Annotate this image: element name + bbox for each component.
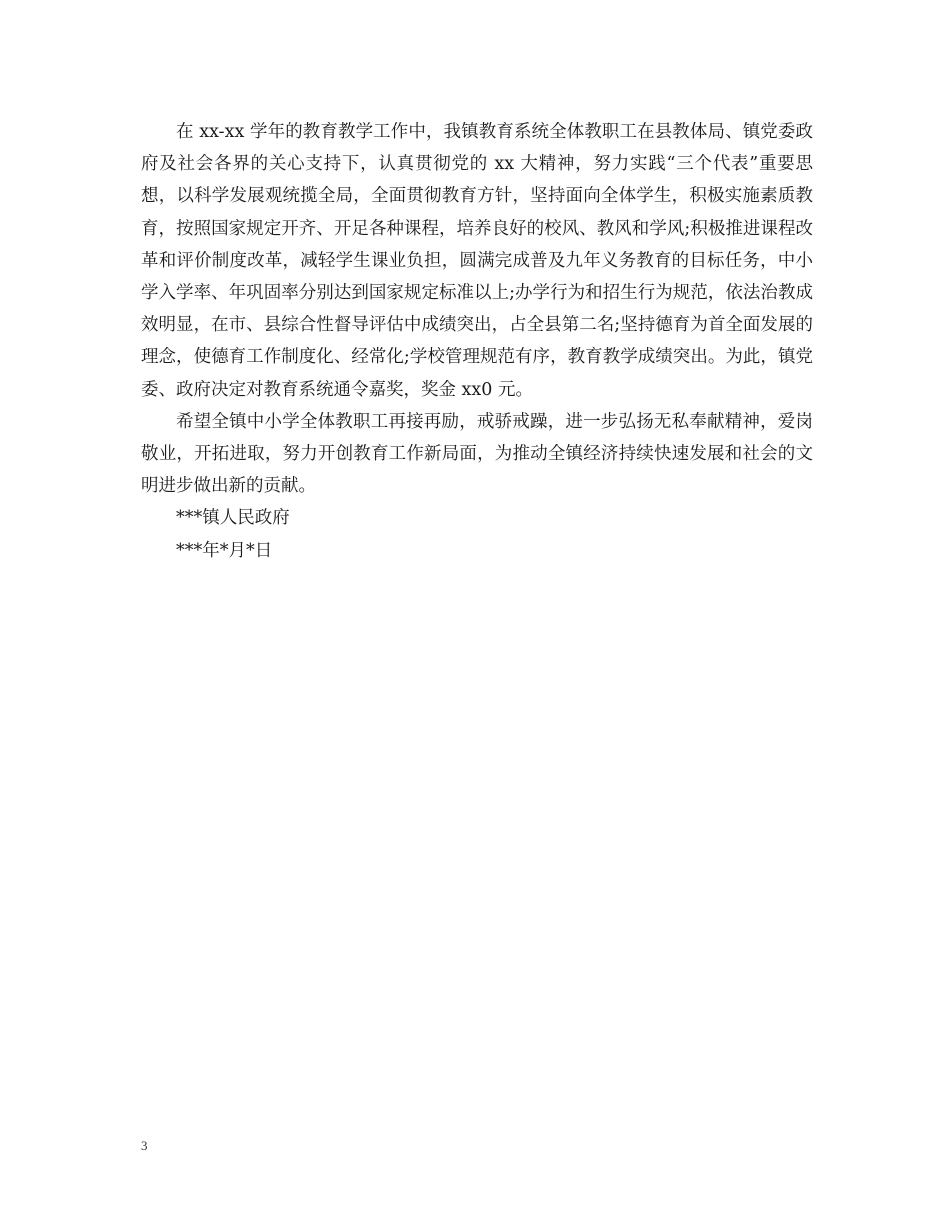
- paragraph-expectation: 希望全镇中小学全体教职工再接再励，戒骄戒躁，进一步弘扬无私奉献精神，爱岗敬业，开拓进取，努力开创教育工作新局面，为推动全镇经济持续快速发展和社会的文明进步做出新的贡献。: [141, 411, 813, 497]
- signature-issuer: ***镇人民政府: [176, 508, 290, 529]
- document-body: [141, 116, 813, 567]
- signature-date: ***年*月*日: [176, 540, 273, 561]
- page-number: 3: [141, 1138, 148, 1153]
- paragraph-commendation: 在 xx-xx 学年的教育教学工作中，我镇教育系统全体教职工在县教体局、镇党委政府及社会各界的关心支持下，认真贯彻党的 xx 大精神，努力实践“三个代表”重要思想，以科学发展观统揽全局，全面贯彻教育方针，坚持面向全体学生，积极实施素质教育，按照国家规定开齐、开足各种课程，培养良好的校风、教风和学风;积极推进课程改革和评价制度改革，减轻学生课业负担，圆满完成普及九年义务教育的目标任务，中小学入学率、年巩固率分别达到国家规定标准以上;办学行为和招生行为规范，依法治教成效明显，在市、县综合性督导评估中成绩突出，占全县第二名;坚持德育为首全面发展的理念，使德育工作制度化、经常化;学校管理规范有序，教育教学成绩突出。为此，镇党委、政府决定对教育系统通令嘉奖，奖金 xx0 元。: [141, 122, 813, 400]
